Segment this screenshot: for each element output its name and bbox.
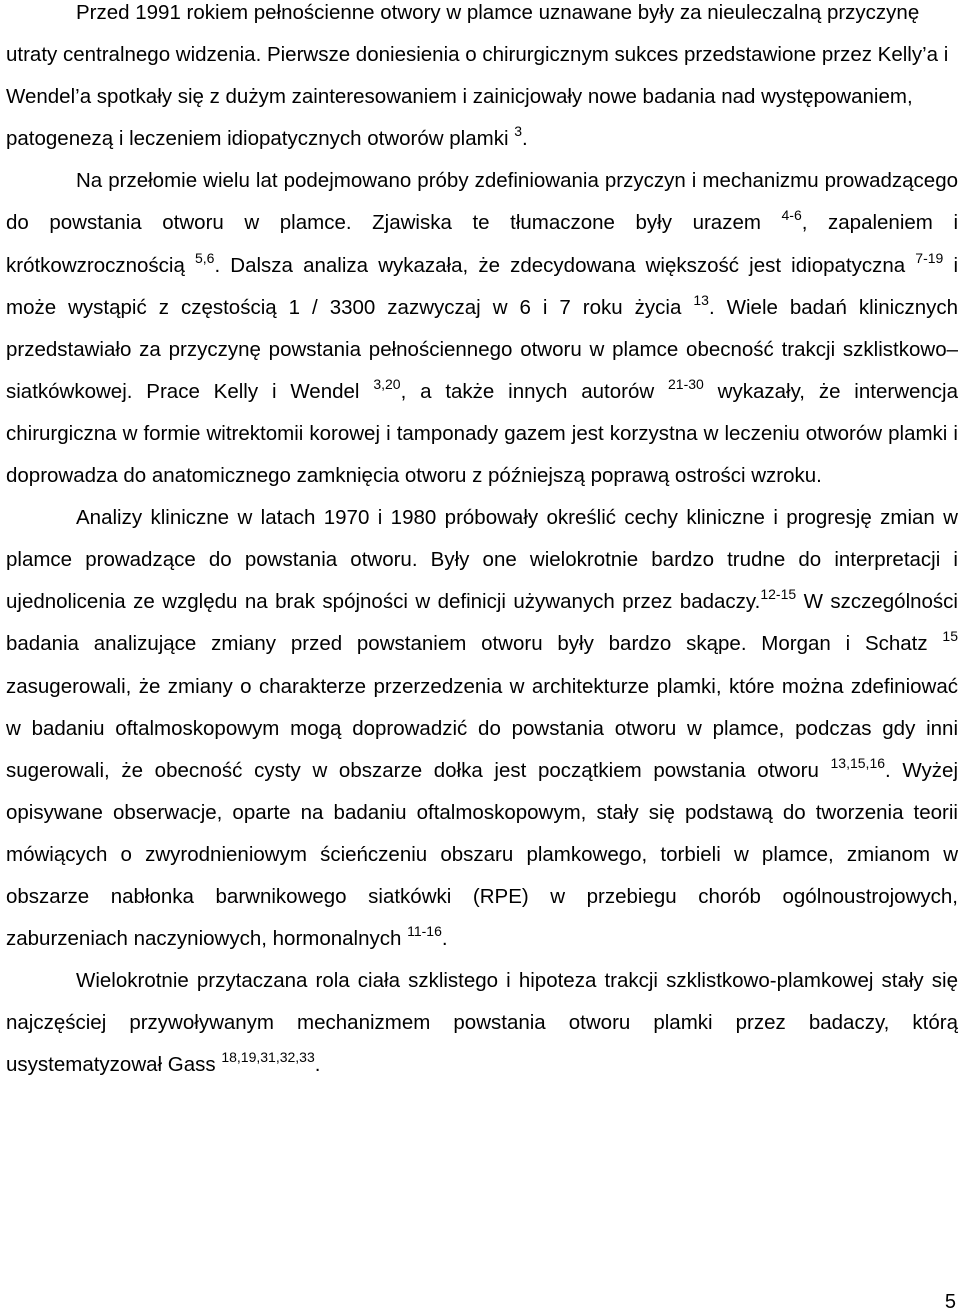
text-segment: i może wystąpić z częstością 1 / 3300 zazwyczaj w 6 i 7 roku życia [6, 253, 958, 319]
paragraph-4 [6, 960, 958, 1086]
paragraph-1 [6, 0, 958, 160]
text-segment: Przed 1991 rokiem pełnościenne otwory w plamce uznawane były za nieuleczalną przyczynę utraty centralnego widzenia. Pierwsze doniesienia o chirurgicznym sukces przedstawione przez Kelly’a i Wendel’a spotkały się z dużym zainteresowaniem i zainicjowały nowe badania nad występowaniem, patogenezą i leczeniem idiopatycznych otworów plamki [6, 1, 949, 151]
text-segment: . Wyżej opisywane obserwacje, oparte na badaniu oftalmoskopowym, stały się podstawą do tworzenia teorii mówiących o zwyrodnieniowym ścieńczeniu obszaru plamkowego, torbieli w plamce, zmianom w obszarze nabłonka barwnikowego siatkówki (RPE) w przebiegu chorób ogólnoustrojowych, zaburzeniach naczyniowych, hormonalnych [6, 758, 958, 951]
text-segment: , zapaleniem i krótkowzrocznością [6, 211, 959, 277]
text-segment: , a także innych autorów [400, 379, 669, 403]
text-segment: . [522, 127, 528, 151]
citation-reference: 4-6 [781, 207, 802, 224]
text-segment: W szczególności badania analizujące zmiany przed powstaniem otworu były bardzo skąpe. Morgan i Schatz [6, 590, 958, 656]
text-segment: . Dalsza analiza wykazała, że zdecydowana większość jest idiopatyczna [214, 253, 916, 277]
citation-reference: 15 [942, 628, 958, 645]
citation-reference: 12-15 [760, 586, 797, 603]
text-segment: . Wiele badań klinicznych przedstawiało za przyczynę powstania pełnościennego otworu w plamce obecność trakcji szklistkowo–siatkówkowej. Prace Kelly i Wendel [6, 295, 958, 403]
document-page [6, 0, 958, 1094]
paragraph-2 [6, 160, 958, 497]
citation-reference: 18,19,31,32,33 [221, 1049, 315, 1066]
citation-reference: 5,6 [195, 249, 215, 266]
citation-reference: 3 [514, 123, 523, 140]
text-segment: wykazały, że interwencja chirurgiczna w formie witrektomii korowej i tamponady gazem jest korzystna w leczeniu otworów plamki i doprowadza do anatomicznego zamknięcia otworu z późniejszą poprawą ostrości wzroku. [6, 379, 959, 488]
text-segment: Analizy kliniczne w latach 1970 i 1980 próbowały określić cechy kliniczne i progresję zmian w plamce prowadzące do powstania otworu. Były one wielokrotnie bardzo trudne do interpretacji i ujednolicenia ze względu na brak spójności w definicji używanych przez badaczy. [6, 506, 958, 614]
text-segment: Wielokrotnie przytaczana rola ciała szklistego i hipoteza trakcji szklistkowo-plamkowej stały się najczęściej przywoływanym mechanizmem powstania otworu plamki przez badaczy, którą usystematyzował Gass [6, 969, 958, 1077]
citation-reference: 21-30 [668, 375, 704, 392]
page-number: 5 [944, 1291, 956, 1313]
text-segment: . [314, 1053, 321, 1077]
paragraph-3 [6, 497, 958, 960]
citation-reference: 7-19 [915, 249, 944, 266]
text-segment: zasugerowali, że zmiany o charakterze przerzedzenia w architekturze plamki, które można zdefiniować w badaniu oftalmoskopowym mogą doprowadzić do powstania otworu w plamce, podczas gdy inni sugerowali, że obecność cysty w obszarze dołka jest początkiem powstania otworu [6, 674, 958, 782]
text-segment: Na przełomie wielu lat podejmowano próby zdefiniowania przyczyn i mechanizmu prowadzącego do powstania otworu w plamce. Zjawiska te tłumaczone były urazem [6, 169, 958, 235]
citation-reference: 11-16 [407, 923, 442, 940]
text-segment: . [441, 927, 448, 951]
citation-reference: 13,15,16 [830, 754, 886, 771]
article-body [6, 0, 958, 1086]
citation-reference: 13 [693, 291, 709, 308]
citation-reference: 3,20 [373, 375, 401, 392]
